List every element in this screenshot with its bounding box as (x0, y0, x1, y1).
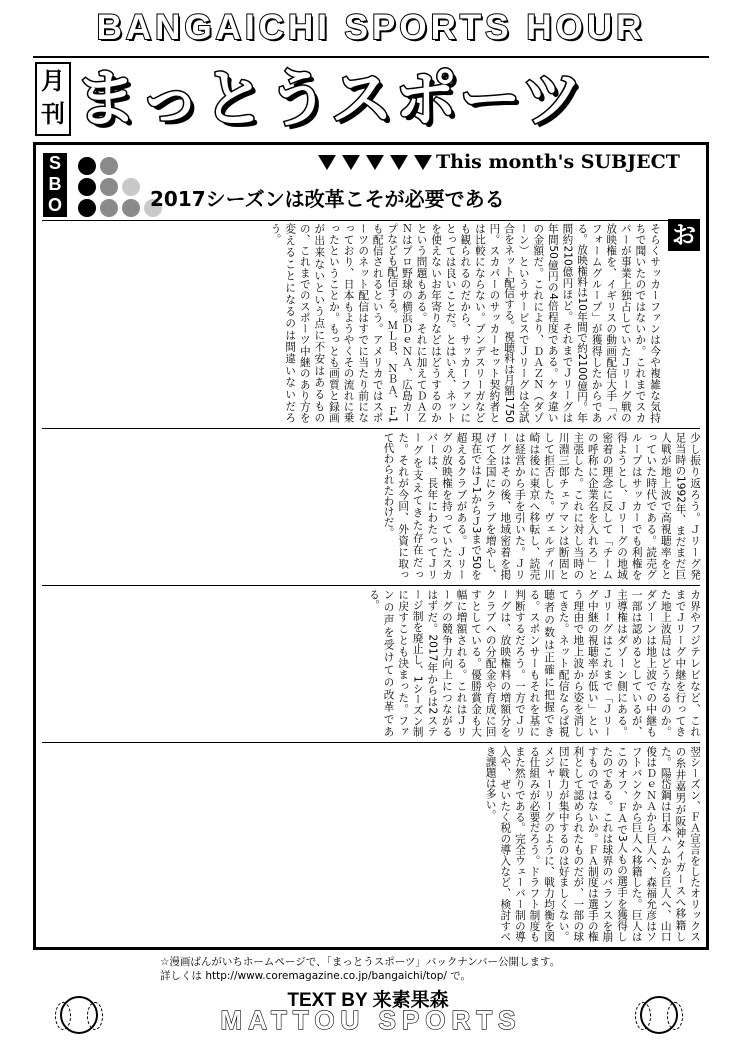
backnumber-note (160, 955, 590, 983)
lamp-s1 (78, 157, 96, 175)
footer-band (33, 1005, 709, 1037)
drop-cap: お (668, 219, 700, 251)
lamp-o1 (78, 199, 96, 217)
top-banner (33, 6, 709, 58)
title-block (33, 60, 709, 138)
tier-1 (40, 223, 702, 423)
tier-3 (40, 589, 702, 737)
sbo-o: O (47, 195, 62, 215)
lamp-s2 (100, 157, 118, 175)
triangle-icon (366, 155, 384, 170)
note-line-1: ☆漫画ばんがいちホームページで、「まっとうスポーツ」バックナンバー公開します。 (160, 956, 561, 968)
monthly-badge (35, 62, 71, 136)
headline-divider (42, 220, 700, 221)
article-headline: 2017シーズンは改革こそが必要である (150, 187, 505, 211)
tier-divider-2 (42, 585, 700, 586)
monthly-char-1: 月 (41, 66, 65, 95)
tier-divider-1 (42, 428, 700, 429)
monthly-char-2: 刊 (41, 99, 65, 128)
tier-divider-3 (42, 742, 700, 743)
author-credit: TEXT BY 来素果森 (287, 990, 449, 1011)
article-frame (33, 142, 709, 950)
sbo-badge (43, 153, 67, 217)
triangle-icon (414, 155, 432, 170)
lamp-o3 (122, 199, 140, 217)
tier-2-text: 少し振り返ろう。Ｊリーグ発足当時の1992年、まだまだ巨人戦が地上波で高視聴率をとっていた時代である。読売グループはサッカーでも利権を得ようとし、Ｊリーグの地域密着の理念に反して「チームの呼称に企業名を入れろ」と主張した。これに対し当時の川淵三郎チェアマンは断固として拒否した。ヴェルディ川崎は後に東京へ移転し、読売は経営から手を引いた。Ｊリーグはその後、地域密着を掲げて全国にクラブを増やし、現在ではＪ1からＪ3まで50を超えるクラブがある。Ｊリーグの放映権を持っていたスカパーは、長年にわたってＪリーグを支えてきた存在だった。それが今回、外資に取って代わられたわけだ。 (382, 432, 701, 580)
triangle-icon (318, 155, 336, 170)
footer-title: MATTOU SPORTS (220, 1005, 522, 1035)
page-title: まっとうスポーツ (75, 62, 585, 135)
triangle-icon (342, 155, 360, 170)
tier-2 (40, 432, 702, 580)
triangle-row (318, 155, 438, 177)
subject-label: This month's SUBJECT (436, 151, 680, 173)
lamp-b1 (78, 178, 96, 196)
lamp-o2 (100, 199, 118, 217)
note-line-2: 詳しくは http://www.coremagazine.co.jp/bangaichi/top/ で。 (160, 970, 472, 982)
banner-text: BANGAICHI SPORTS HOUR (96, 8, 646, 47)
lamp-b3 (122, 178, 140, 196)
sbo-b: B (48, 174, 62, 194)
tier-1-text: そらくサッカーファンは今や複雑な気持ちで聞いたのではないか。これまでスカパーが事業上独占していたＪリーグ戦の放映権を、イギリスの動画配信大手「パフォームグループ」が獲得したからである。放映権料は10年間で約2100億円。年間約210億円ほど。それまでＪリーグは年間50億円の4倍程度である。ケタ違いの金額だ。これにより、ＤＡＺＮ（ダゾーン）というサービスでＪリーグは全試合をネット配信する。視聴料は月額1750円。スカパーのサッカーセット契約者とは比較にならない。ブンデスリーガなども観られるのだから、サッカーファンにとっては良いことだ。とはいえ、ネットを使えないお年寄りなどはどうするのかという問題もある。それに加えてＤＡＺＮはプロ野球の横浜ＤｅＮＡ、広島カープなども配信する。ＭＬＢ、ＮＢＡ、Ｆ1も配信されるという。アメリカではスポーツのネット配信はすでに当たり前になっており、日本もようやくその流れに乗ったということか。もっとも画質と録画が出来ないという点に不安はあるものの、これまでのスポーツ中継のあり方を変えることになるのは間違いないだろう。 (269, 223, 661, 423)
banner-rule (33, 57, 709, 58)
lamp-b2 (100, 178, 118, 196)
tier-3-text: カ界やフジテレビなど、これまでＪリーグ中継を行ってきた地上波局はどうなるのか。ダゾーンは地上波での中継も一部は認めるとしているが、主導権はダゾーン側にある。Ｊリーグはこれまで「Ｊリーグ中継の視聴率が低い」という理由で地上波から姿を消してきた。ネット配信ならば視聴者の数は正確に把握できる。スポンサーもそれを基に判断するだろう。一方でＪリーグは、放映権料の増額分をクラブへの分配金や育成に回すとしている。優勝賞金も大幅に増額される。これはＪリーグの競争力向上につながるはずだ。2017年からは2ステージ制を廃止し、1シーズン制に戻すことも決まった。ファンの声を受けての改革である。 (367, 589, 701, 737)
triangle-icon (390, 155, 408, 170)
tier-4 (40, 746, 702, 942)
tier-4-text: 翌シーズン、ＦＡ宣言をしたオリックスの糸井嘉男が阪神タイガースへ移籍した。陽岱鋼は日本ハムから巨人へ、山口俊はＤｅＮＡから巨人へ、森福允彦はソフトバンクから巨人へ移籍した。巨人はこのオフ、ＦＡで3人もの選手を獲得したのである。これは球界のバランスを崩すものではないか。ＦＡ制度は選手の権利として認められたものだが、一部の球団に戦力が集中するのは好ましくない。メジャーリーグのように、戦力均衡を図る仕組みが必要だろう。ドラフト制度もまた然りである。完全ウェーバー制の導入や、ぜいたく税の導入など、検討すべき課題は多い。 (484, 746, 701, 942)
sbo-s: S (48, 153, 61, 173)
